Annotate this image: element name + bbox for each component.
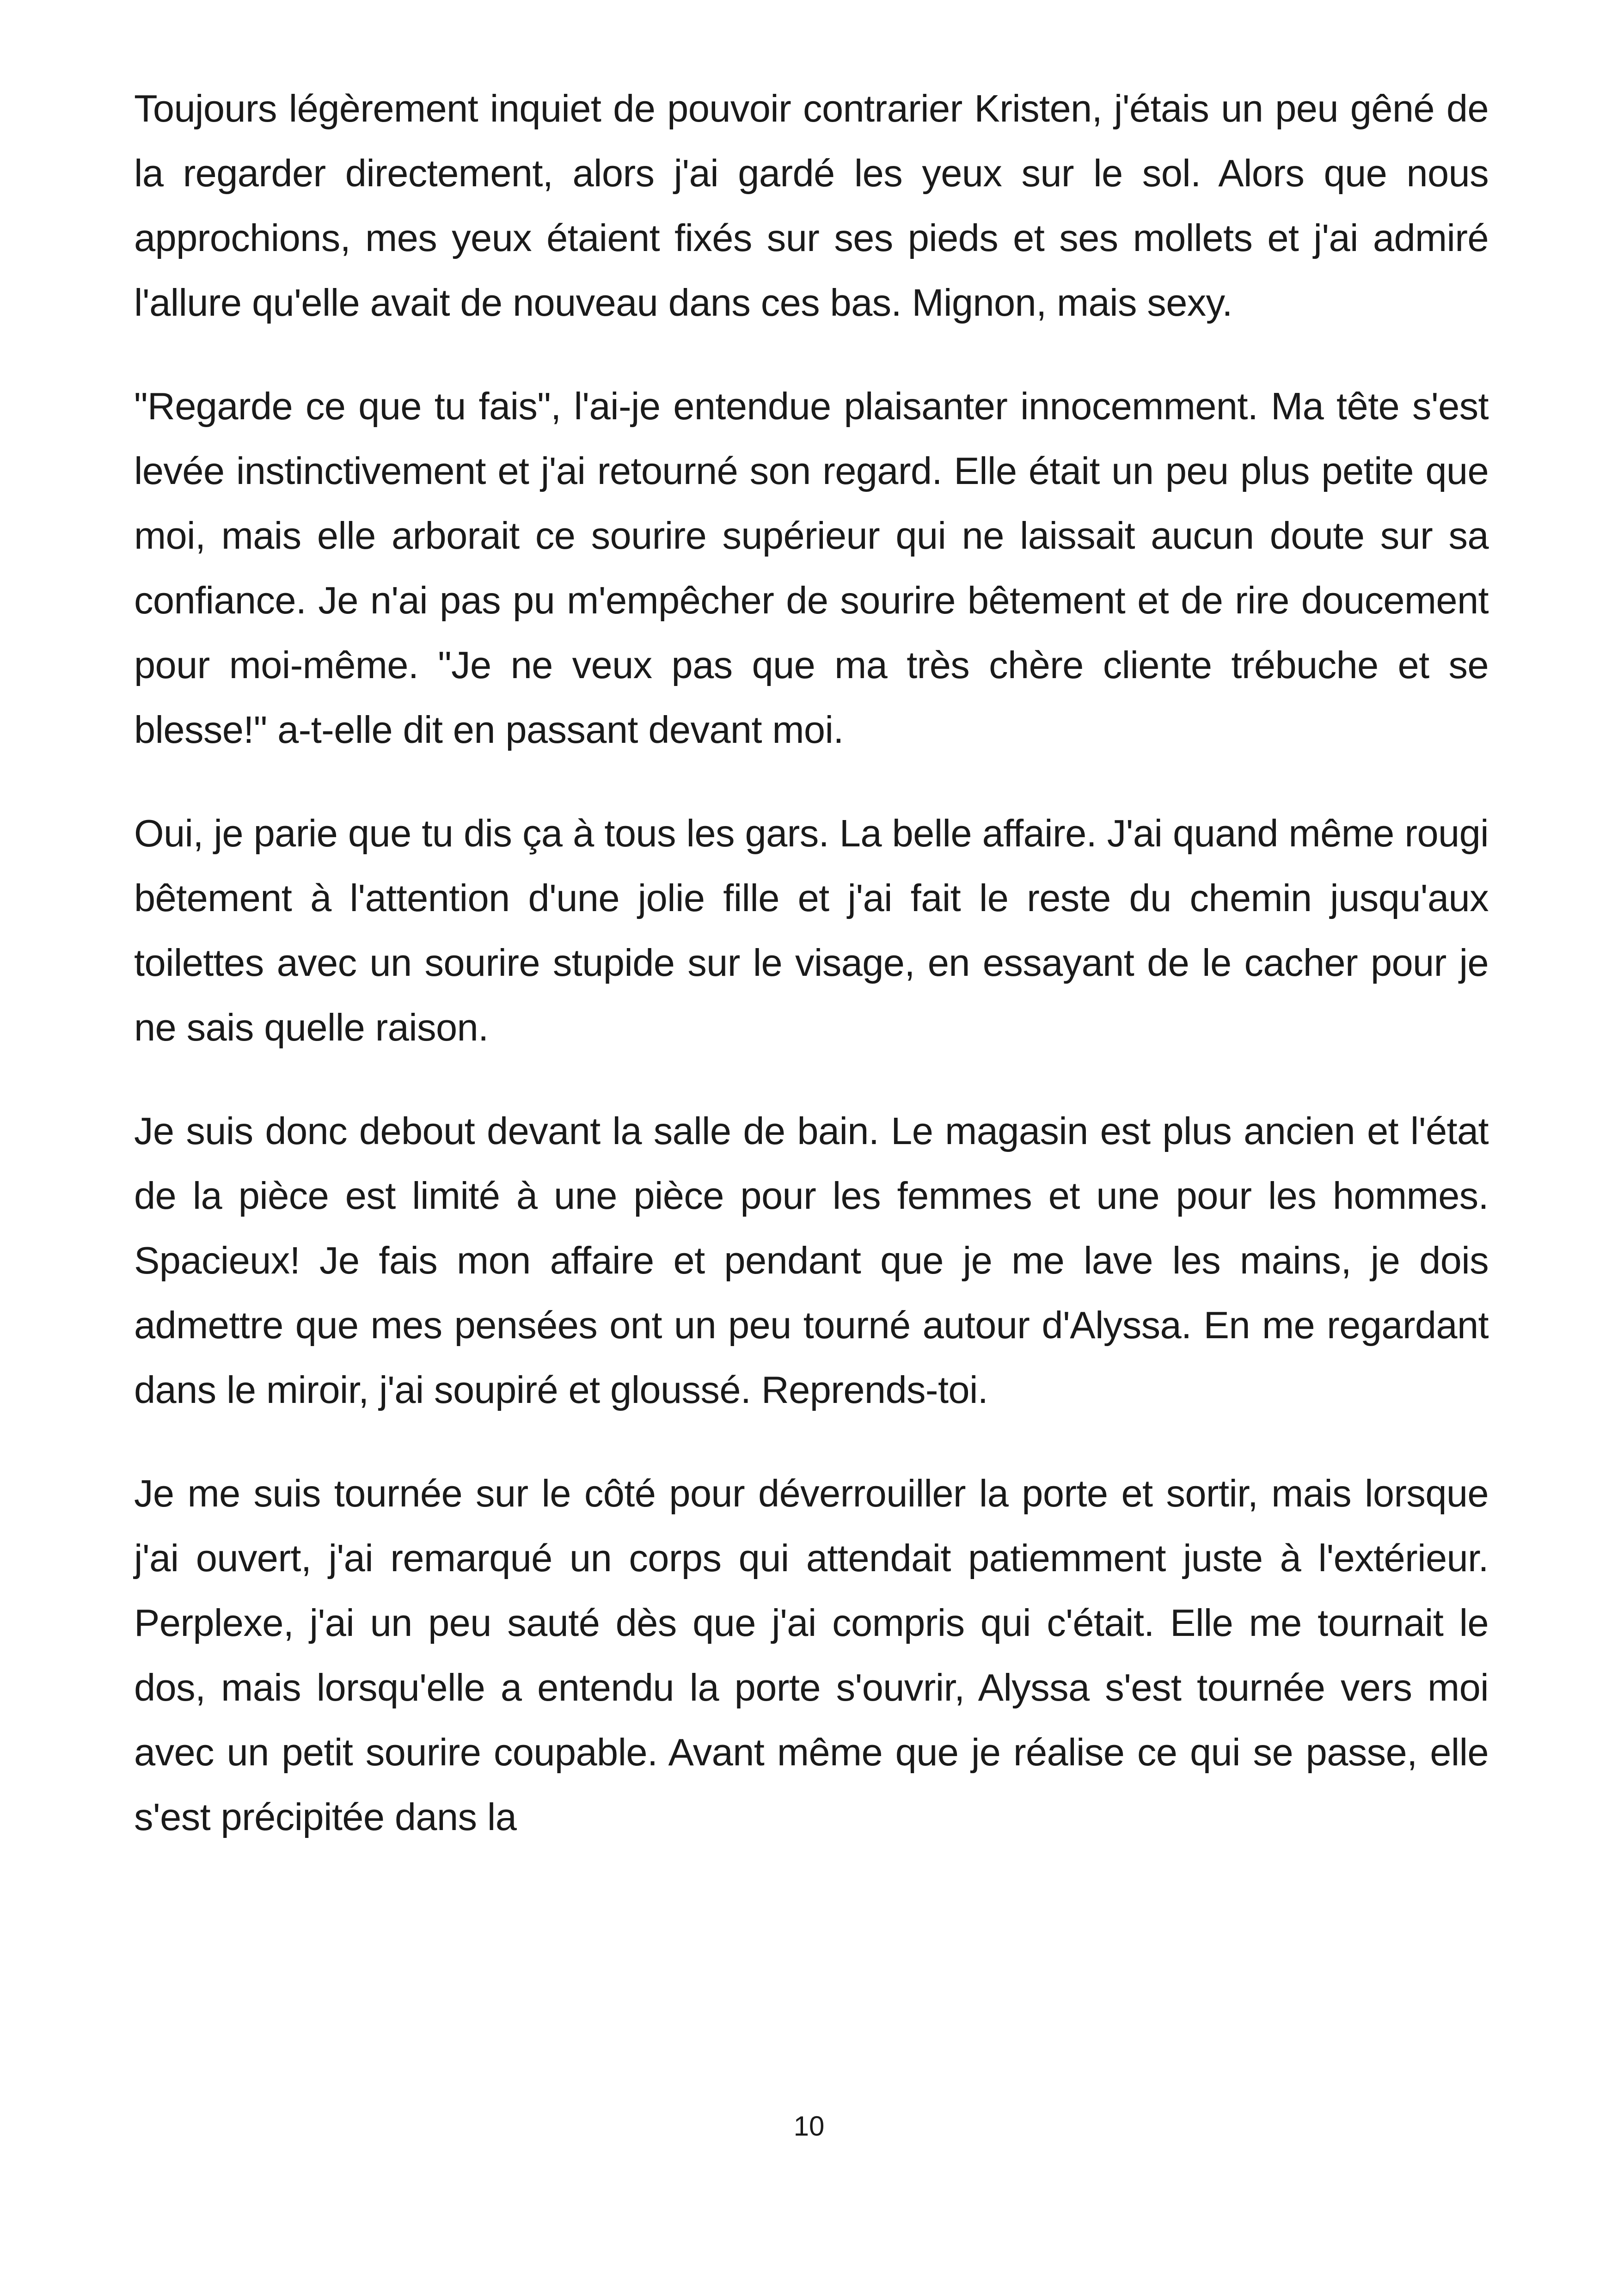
- paragraph-2: "Regarde ce que tu fais", l'ai-je entendue plaisanter innocemment. Ma tête s'est levée instinctivement et j'ai retourné son regard. Elle était un peu plus petite que moi, mais elle arborait ce sourire supérieur qui ne laissait aucun doute sur sa confiance. Je n'ai pas pu m'empêcher de sourire bêtement et de rire doucement pour moi-même. "Je ne veux pas que ma très chère cliente trébuche et se blesse!" a-t-elle dit en passant devant moi.: [134, 385, 1489, 751]
- body-text: [134, 76, 1489, 1849]
- paragraph-3: Oui, je parie que tu dis ça à tous les gars. La belle affaire. J'ai quand même rougi bêtement à l'attention d'une jolie fille et j'ai fait le reste du chemin jusqu'aux toilettes avec un sourire stupide sur le visage, en essayant de le cacher pour je ne sais quelle raison.: [134, 812, 1489, 1049]
- page-number: 10: [793, 2111, 825, 2142]
- paragraph-1: Toujours légèrement inquiet de pouvoir contrarier Kristen, j'étais un peu gêné de la regarder directement, alors j'ai gardé les yeux sur le sol. Alors que nous approchions, mes yeux étaient fixés sur ses pieds et ses mollets et j'ai admiré l'allure qu'elle avait de nouveau dans ces bas. Mignon, mais sexy.: [134, 87, 1489, 324]
- paragraph-5: Je me suis tournée sur le côté pour déverrouiller la porte et sortir, mais lorsque j'ai ouvert, j'ai remarqué un corps qui attendait patiemment juste à l'extérieur. Perplexe, j'ai un peu sauté dès que j'ai compris qui c'était. Elle me tournait le dos, mais lorsqu'elle a entendu la porte s'ouvrir, Alyssa s'est tournée vers moi avec un petit sourire coupable. Avant même que je réalise ce qui se passe, elle s'est précipitée dans la: [134, 1472, 1489, 1838]
- paragraph-4: Je suis donc debout devant la salle de bain. Le magasin est plus ancien et l'état de la pièce est limité à une pièce pour les femmes et une pour les hommes. Spacieux! Je fais mon affaire et pendant que je me lave les mains, je dois admettre que mes pensées ont un peu tourné autour d'Alyssa. En me regardant dans le miroir, j'ai soupiré et gloussé. Reprends-toi.: [134, 1109, 1489, 1411]
